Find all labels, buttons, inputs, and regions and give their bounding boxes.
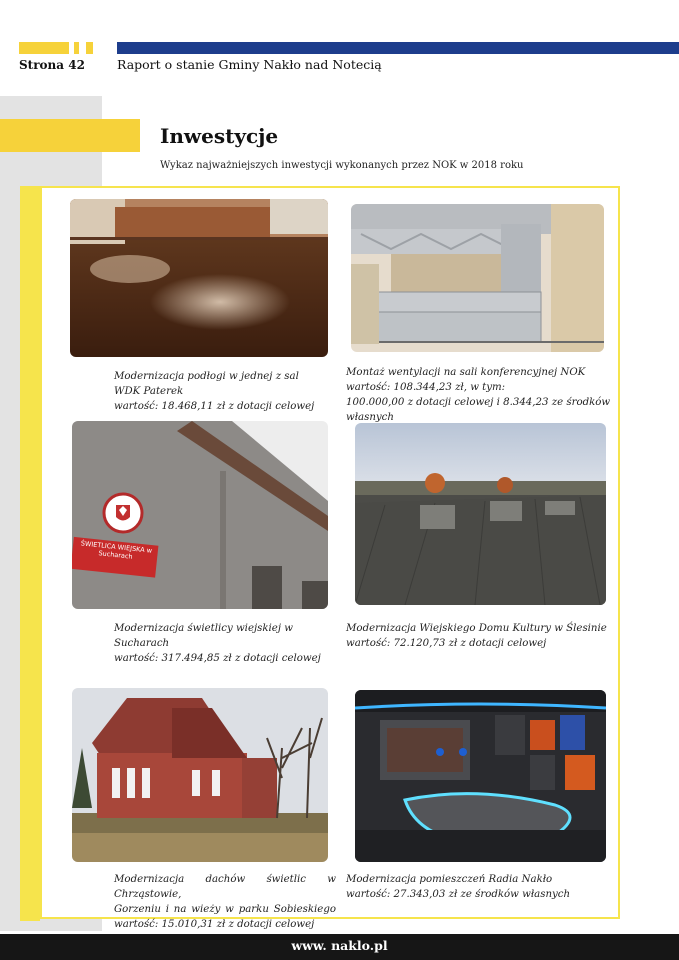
photo-floor xyxy=(70,199,328,357)
photo-roof xyxy=(355,423,606,605)
header-yellow-mark xyxy=(86,42,93,54)
caption-slesin: Modernizacja Wiejskiego Domu Kultury w Ślesinie wartość: 72.120,73 zł z dotacji celowej xyxy=(346,623,607,649)
caption-ventilation: Montaż wentylacji na sali konferencyjnej NOK wartość: 108.344,23 zł, w tym: 100.000,00 z dotacji celowej i 8.344,23 ze środków własnych xyxy=(346,367,611,423)
section-yellow-tab xyxy=(0,119,140,152)
photo-suchary xyxy=(72,421,328,609)
sign-text: ŚWIETLICA WIEJSKA w Sucharach xyxy=(80,539,153,561)
side-yellow-strip xyxy=(20,186,40,921)
caption-floor: Modernizacja podłogi w jednej z sal WDK Paterek wartość: 18.468,11 zł z dotacji celowej xyxy=(114,371,315,412)
report-title: Raport o stanie Gminy Nakło nad Notecią xyxy=(117,57,382,72)
caption-roofs: Modernizacja dachów świetlic w Chrząstowie, Gorzeniu i na wieży w parku Sobieskiego wartość: 15.010,31 zł z dotacji celowej xyxy=(114,874,336,930)
header-blue-bar xyxy=(117,42,679,54)
header-yellow-bar xyxy=(19,42,69,54)
footer-url[interactable]: www. naklo.pl xyxy=(291,938,388,953)
caption-radio: Modernizacja pomieszczeń Radia Nakło wartość: 27.343,03 zł ze środków własnych xyxy=(346,874,571,900)
photo-brick-building xyxy=(72,688,328,862)
photo-ventilation xyxy=(351,204,604,352)
section-subtitle: Wykaz najważniejszych inwestycji wykonanych przez NOK w 2018 roku xyxy=(160,160,524,171)
header-yellow-mark xyxy=(74,42,79,54)
section-title: Inwestycje xyxy=(160,124,279,148)
photo-radio-studio xyxy=(355,690,606,862)
page-number: Strona 42 xyxy=(19,58,85,72)
caption-suchary: Modernizacja świetlicy wiejskiej w Sucharach wartość: 317.494,85 zł z dotacji celowej xyxy=(114,623,321,664)
